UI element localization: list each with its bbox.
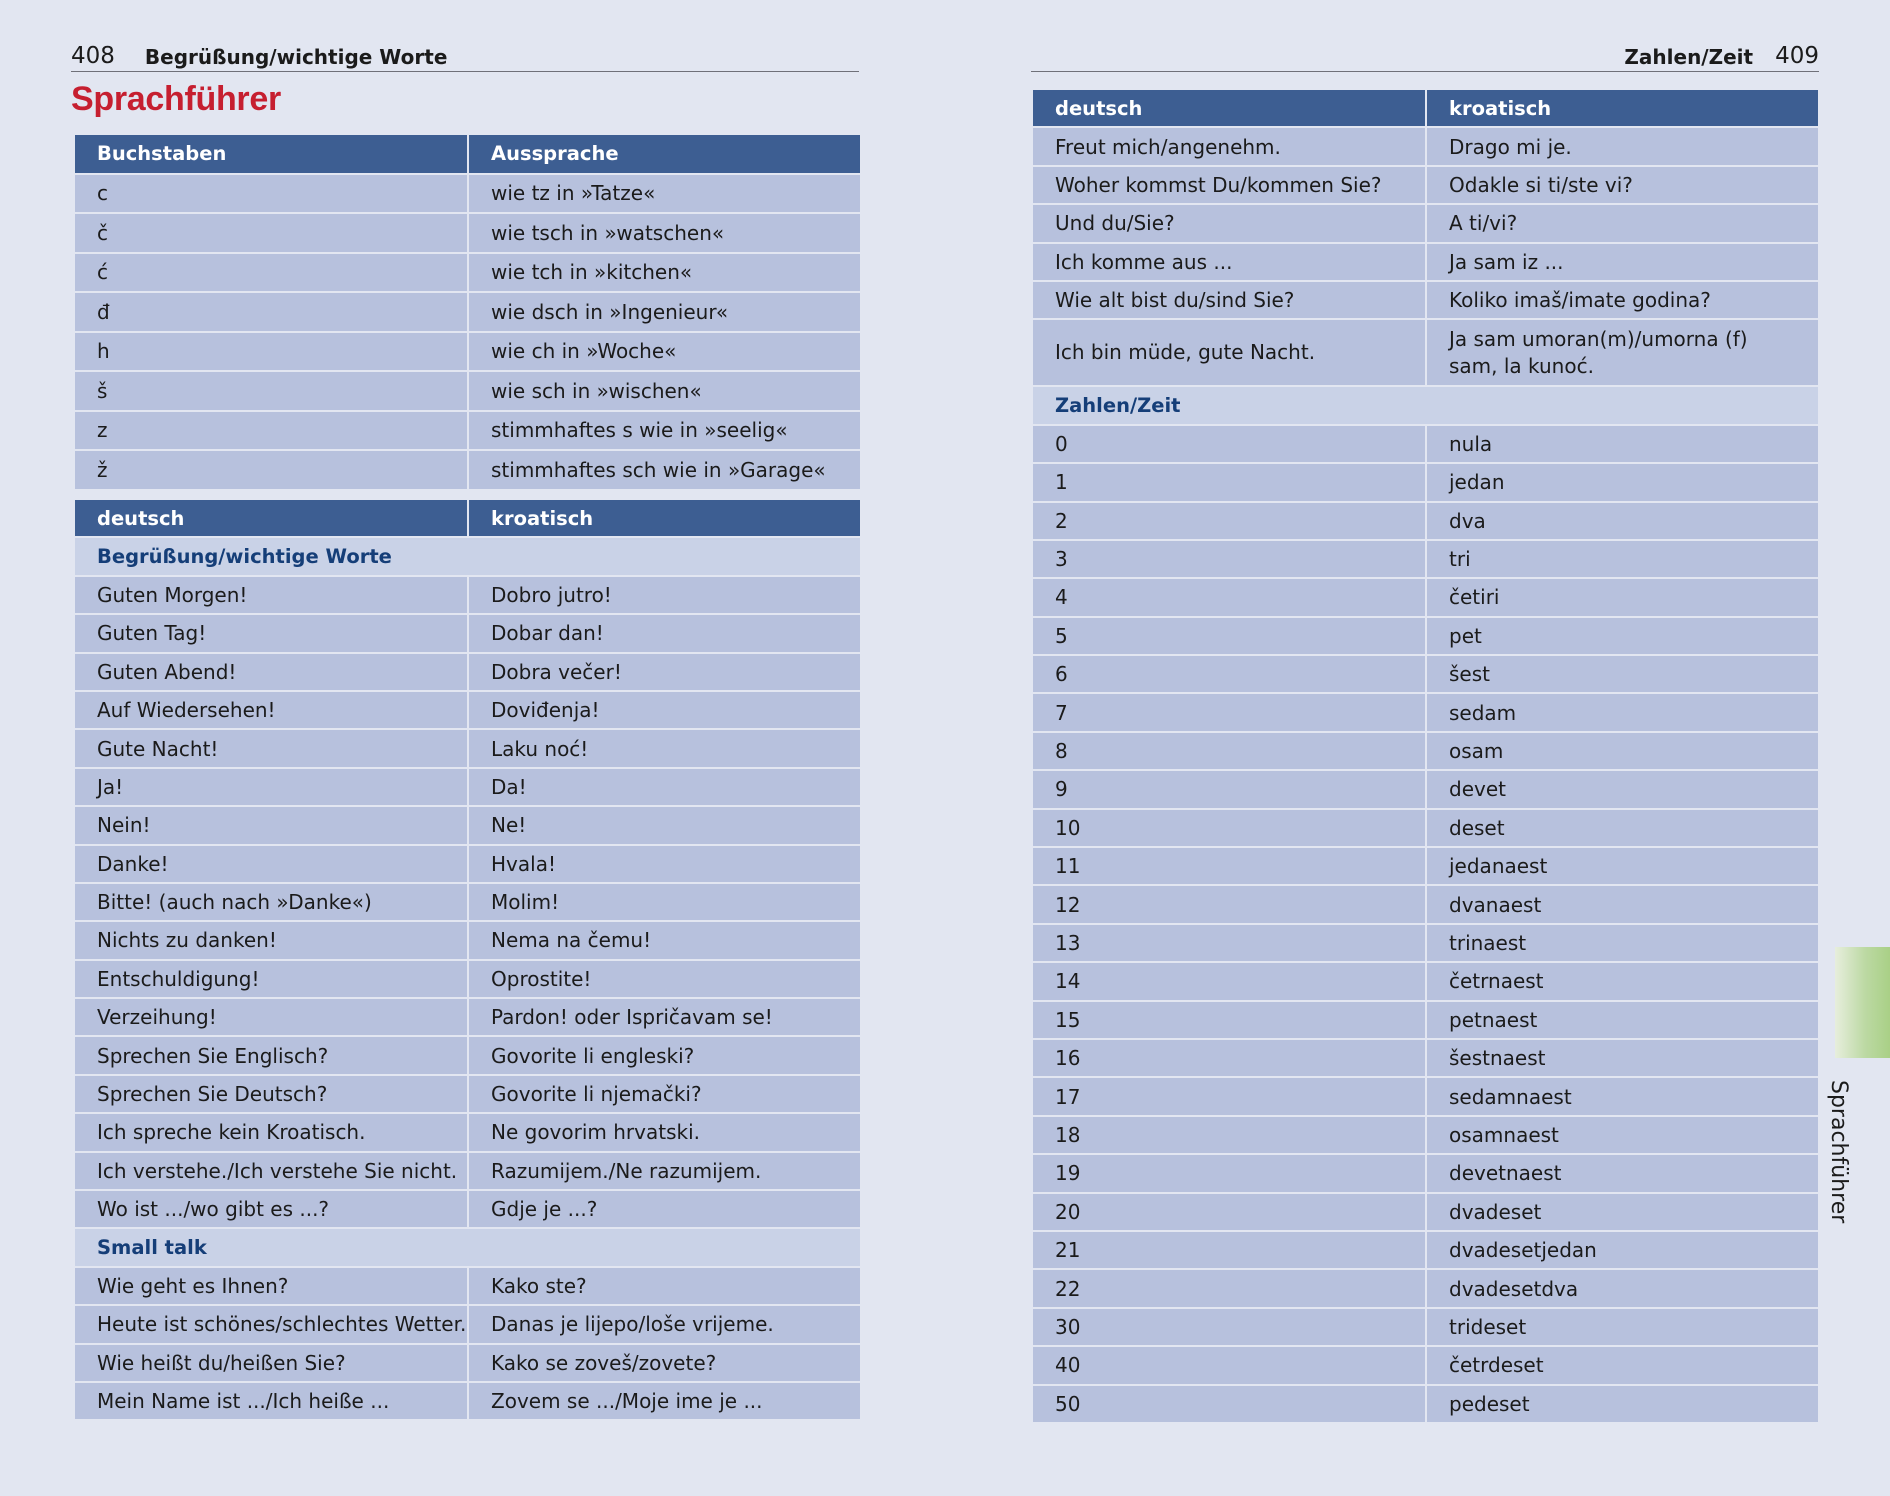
cell-translation: dvadesetdva <box>1426 1269 1819 1307</box>
cell-source: Entschuldigung! <box>74 960 468 998</box>
table-row <box>1032 425 1819 463</box>
cell-translation: osamnaest <box>1426 1116 1819 1154</box>
table-row <box>1032 1231 1819 1269</box>
cell-source: Ich verstehe./Ich verstehe Sie nicht. <box>74 1152 468 1190</box>
table-row <box>1032 924 1819 962</box>
cell-source: Ich komme aus ... <box>1032 243 1426 281</box>
cell-source: 8 <box>1032 732 1426 770</box>
table-row <box>1032 166 1819 204</box>
table-row <box>74 1152 861 1190</box>
table-row <box>74 213 861 253</box>
cell-translation: jedanaest <box>1426 847 1819 885</box>
chapter-tab-marker <box>1835 947 1890 1058</box>
cell-source: Wie geht es Ihnen? <box>74 1267 468 1305</box>
table-row <box>1032 1346 1819 1384</box>
table-row <box>74 332 861 372</box>
cell-translation: Govorite li njemački? <box>468 1075 861 1113</box>
table-row <box>74 1190 861 1228</box>
cell-translation: četrdeset <box>1426 1346 1819 1384</box>
cell-source: š <box>74 371 468 411</box>
cell-source: Wo ist .../wo gibt es ...? <box>74 1190 468 1228</box>
table-row <box>74 1305 861 1343</box>
table-row <box>1032 1154 1819 1192</box>
cell-translation: Dobar dan! <box>468 614 861 652</box>
table-row <box>74 292 861 332</box>
column-header: deutsch <box>74 499 468 537</box>
table-row <box>74 1382 861 1420</box>
alphabet-table <box>73 133 862 491</box>
table-row <box>74 921 861 959</box>
cell-source: Ich bin müde, gute Nacht. <box>1032 319 1426 386</box>
cell-translation: Ja sam umoran(m)/umorna (f) sam, la kunoć. <box>1426 319 1819 386</box>
table-row <box>74 1075 861 1113</box>
cell-translation: nula <box>1426 425 1819 463</box>
cell-translation: devet <box>1426 770 1819 808</box>
column-header: deutsch <box>1032 89 1426 127</box>
cell-translation: Ne! <box>468 806 861 844</box>
cell-source: Danke! <box>74 845 468 883</box>
table-row <box>74 614 861 652</box>
cell-translation: wie tz in »Tatze« <box>468 174 861 214</box>
table-row <box>1032 1116 1819 1154</box>
section-heading-row <box>74 1228 861 1266</box>
table-row <box>74 253 861 293</box>
column-header: Buchstaben <box>74 134 468 174</box>
cell-source: 9 <box>1032 770 1426 808</box>
cell-source: Auf Wiedersehen! <box>74 691 468 729</box>
cell-translation: tri <box>1426 540 1819 578</box>
cell-source: ć <box>74 253 468 293</box>
cell-translation: petnaest <box>1426 1001 1819 1039</box>
cell-source: Gute Nacht! <box>74 729 468 767</box>
table-row <box>1032 693 1819 731</box>
cell-source: 0 <box>1032 425 1426 463</box>
cell-source: 19 <box>1032 1154 1426 1192</box>
alphabet-table-header <box>74 134 861 174</box>
cell-source: Freut mich/angenehm. <box>1032 127 1426 165</box>
table-row <box>1032 319 1819 386</box>
cell-translation: pedeset <box>1426 1385 1819 1423</box>
cell-source: Mein Name ist .../Ich heiße ... <box>74 1382 468 1420</box>
cell-source: 10 <box>1032 809 1426 847</box>
table-row <box>1032 243 1819 281</box>
cell-translation: wie tch in »kitchen« <box>468 253 861 293</box>
cell-source: 13 <box>1032 924 1426 962</box>
cell-source: 30 <box>1032 1308 1426 1346</box>
column-header: kroatisch <box>468 499 861 537</box>
cell-source: č <box>74 213 468 253</box>
cell-source: h <box>74 332 468 372</box>
cell-source: 17 <box>1032 1077 1426 1115</box>
cell-source: 7 <box>1032 693 1426 731</box>
table-row <box>74 768 861 806</box>
table-row <box>1032 1385 1819 1423</box>
cell-source: 6 <box>1032 655 1426 693</box>
chapter-tab-label: Sprachführer <box>1826 1080 1851 1224</box>
cell-source: 11 <box>1032 847 1426 885</box>
cell-source: 5 <box>1032 617 1426 655</box>
cell-translation: Ne govorim hrvatski. <box>468 1113 861 1151</box>
cell-source: 40 <box>1032 1346 1426 1384</box>
cell-source: Und du/Sie? <box>1032 204 1426 242</box>
cell-translation: Hvala! <box>468 845 861 883</box>
column-header: kroatisch <box>1426 89 1819 127</box>
cell-translation: Doviđenja! <box>468 691 861 729</box>
table-row <box>1032 655 1819 693</box>
cell-source: Nein! <box>74 806 468 844</box>
table-row <box>1032 281 1819 319</box>
table-row <box>1032 540 1819 578</box>
table-row <box>74 998 861 1036</box>
table-row <box>1032 578 1819 616</box>
running-head-title-right: Zahlen/Zeit <box>1624 45 1754 69</box>
table-row <box>74 960 861 998</box>
cell-translation: stimmhaftes s wie in »seelig« <box>468 411 861 451</box>
cell-translation: wie dsch in »Ingenieur« <box>468 292 861 332</box>
cell-translation: Laku noć! <box>468 729 861 767</box>
numbers-table <box>1031 88 1820 1424</box>
cell-translation: Kako ste? <box>468 1267 861 1305</box>
cell-translation: šest <box>1426 655 1819 693</box>
cell-translation: Danas je lijepo/loše vrijeme. <box>468 1305 861 1343</box>
cell-translation: četrnaest <box>1426 962 1819 1000</box>
numbers-table-header <box>1032 89 1819 127</box>
cell-translation: Razumijem./Ne razumijem. <box>468 1152 861 1190</box>
cell-translation: četiri <box>1426 578 1819 616</box>
table-row <box>1032 962 1819 1000</box>
page-number-left: 408 <box>71 43 115 69</box>
cell-source: Woher kommst Du/kommen Sie? <box>1032 166 1426 204</box>
section-heading-row <box>1032 386 1819 424</box>
table-row <box>1032 502 1819 540</box>
cell-translation: Oprostite! <box>468 960 861 998</box>
table-row <box>1032 1001 1819 1039</box>
table-row <box>1032 809 1819 847</box>
table-row <box>1032 770 1819 808</box>
table-row <box>74 806 861 844</box>
table-row <box>1032 127 1819 165</box>
cell-source: 14 <box>1032 962 1426 1000</box>
cell-source: 4 <box>1032 578 1426 616</box>
page-number-right: 409 <box>1775 43 1819 69</box>
section-heading: Zahlen/Zeit <box>1032 386 1819 424</box>
table-row <box>74 371 861 411</box>
cell-translation: A ti/vi? <box>1426 204 1819 242</box>
table-row <box>74 1267 861 1305</box>
cell-translation: Govorite li engleski? <box>468 1036 861 1074</box>
cell-translation: Drago mi je. <box>1426 127 1819 165</box>
cell-source: 1 <box>1032 463 1426 501</box>
table-row <box>74 1113 861 1151</box>
table-row <box>1032 617 1819 655</box>
cell-translation: Kako se zoveš/zovete? <box>468 1344 861 1382</box>
section-heading: Small talk <box>74 1228 861 1266</box>
cell-translation: dva <box>1426 502 1819 540</box>
cell-translation: Molim! <box>468 883 861 921</box>
cell-translation: Koliko imaš/imate godina? <box>1426 281 1819 319</box>
cell-source: 20 <box>1032 1193 1426 1231</box>
section-heading: Begrüßung/wichtige Worte <box>74 537 861 575</box>
table-row <box>1032 1193 1819 1231</box>
cell-source: 21 <box>1032 1231 1426 1269</box>
cell-translation: devetnaest <box>1426 1154 1819 1192</box>
cell-translation: Dobra večer! <box>468 653 861 691</box>
right-running-head <box>1031 44 1819 72</box>
table-row <box>74 845 861 883</box>
table-row <box>74 691 861 729</box>
table-row <box>74 450 861 490</box>
cell-source: Sprechen Sie Deutsch? <box>74 1075 468 1113</box>
table-row <box>1032 1269 1819 1307</box>
cell-translation: dvadesetjedan <box>1426 1231 1819 1269</box>
cell-translation: wie sch in »wischen« <box>468 371 861 411</box>
cell-source: z <box>74 411 468 451</box>
cell-source: 15 <box>1032 1001 1426 1039</box>
cell-source: Sprechen Sie Englisch? <box>74 1036 468 1074</box>
phrase-table-header <box>74 499 861 537</box>
cell-translation: trinaest <box>1426 924 1819 962</box>
cell-source: Bitte! (auch nach »Danke«) <box>74 883 468 921</box>
table-row <box>1032 1077 1819 1115</box>
table-row <box>74 576 861 614</box>
cell-translation: stimmhaftes sch wie in »Garage« <box>468 450 861 490</box>
table-row <box>74 729 861 767</box>
table-row <box>1032 1039 1819 1077</box>
cell-translation: jedan <box>1426 463 1819 501</box>
cell-translation: sedamnaest <box>1426 1077 1819 1115</box>
cell-source: Wie heißt du/heißen Sie? <box>74 1344 468 1382</box>
cell-translation: Gdje je ...? <box>468 1190 861 1228</box>
cell-source: 22 <box>1032 1269 1426 1307</box>
page-title: Sprachführer <box>71 80 281 118</box>
table-row <box>74 1036 861 1074</box>
cell-translation: Nema na čemu! <box>468 921 861 959</box>
table-row <box>1032 847 1819 885</box>
cell-source: Guten Tag! <box>74 614 468 652</box>
cell-translation: pet <box>1426 617 1819 655</box>
table-row <box>1032 885 1819 923</box>
cell-source: Guten Abend! <box>74 653 468 691</box>
cell-source: Ich spreche kein Kroatisch. <box>74 1113 468 1151</box>
cell-source: 50 <box>1032 1385 1426 1423</box>
cell-translation: wie tsch in »watschen« <box>468 213 861 253</box>
column-header: Aussprache <box>468 134 861 174</box>
cell-translation: sedam <box>1426 693 1819 731</box>
cell-source: Verzeihung! <box>74 998 468 1036</box>
table-row <box>1032 732 1819 770</box>
cell-translation: Zovem se .../Moje ime je ... <box>468 1382 861 1420</box>
table-row <box>1032 1308 1819 1346</box>
cell-translation: Ja sam iz ... <box>1426 243 1819 281</box>
cell-translation: trideset <box>1426 1308 1819 1346</box>
cell-translation: dvanaest <box>1426 885 1819 923</box>
table-row <box>74 1344 861 1382</box>
cell-translation: Da! <box>468 768 861 806</box>
left-running-head <box>71 44 859 72</box>
cell-source: Guten Morgen! <box>74 576 468 614</box>
cell-source: Nichts zu danken! <box>74 921 468 959</box>
cell-translation: wie ch in »Woche« <box>468 332 861 372</box>
table-row <box>74 411 861 451</box>
phrase-table <box>73 498 862 1421</box>
cell-source: 2 <box>1032 502 1426 540</box>
cell-source: đ <box>74 292 468 332</box>
cell-translation: Odakle si ti/ste vi? <box>1426 166 1819 204</box>
table-row <box>1032 204 1819 242</box>
table-row <box>74 653 861 691</box>
cell-source: 16 <box>1032 1039 1426 1077</box>
section-heading-row <box>74 537 861 575</box>
cell-source: 18 <box>1032 1116 1426 1154</box>
cell-translation: Dobro jutro! <box>468 576 861 614</box>
cell-translation: dvadeset <box>1426 1193 1819 1231</box>
table-row <box>74 883 861 921</box>
cell-source: Wie alt bist du/sind Sie? <box>1032 281 1426 319</box>
cell-translation: Pardon! oder Ispričavam se! <box>468 998 861 1036</box>
running-head-title-left: Begrüßung/wichtige Worte <box>144 45 448 69</box>
table-row <box>74 174 861 214</box>
cell-source: c <box>74 174 468 214</box>
cell-translation: osam <box>1426 732 1819 770</box>
cell-source: 12 <box>1032 885 1426 923</box>
cell-source: Ja! <box>74 768 468 806</box>
cell-translation: deset <box>1426 809 1819 847</box>
table-row <box>1032 463 1819 501</box>
cell-translation: šestnaest <box>1426 1039 1819 1077</box>
cell-source: 3 <box>1032 540 1426 578</box>
cell-source: Heute ist schönes/schlechtes Wetter. <box>74 1305 468 1343</box>
cell-source: ž <box>74 450 468 490</box>
